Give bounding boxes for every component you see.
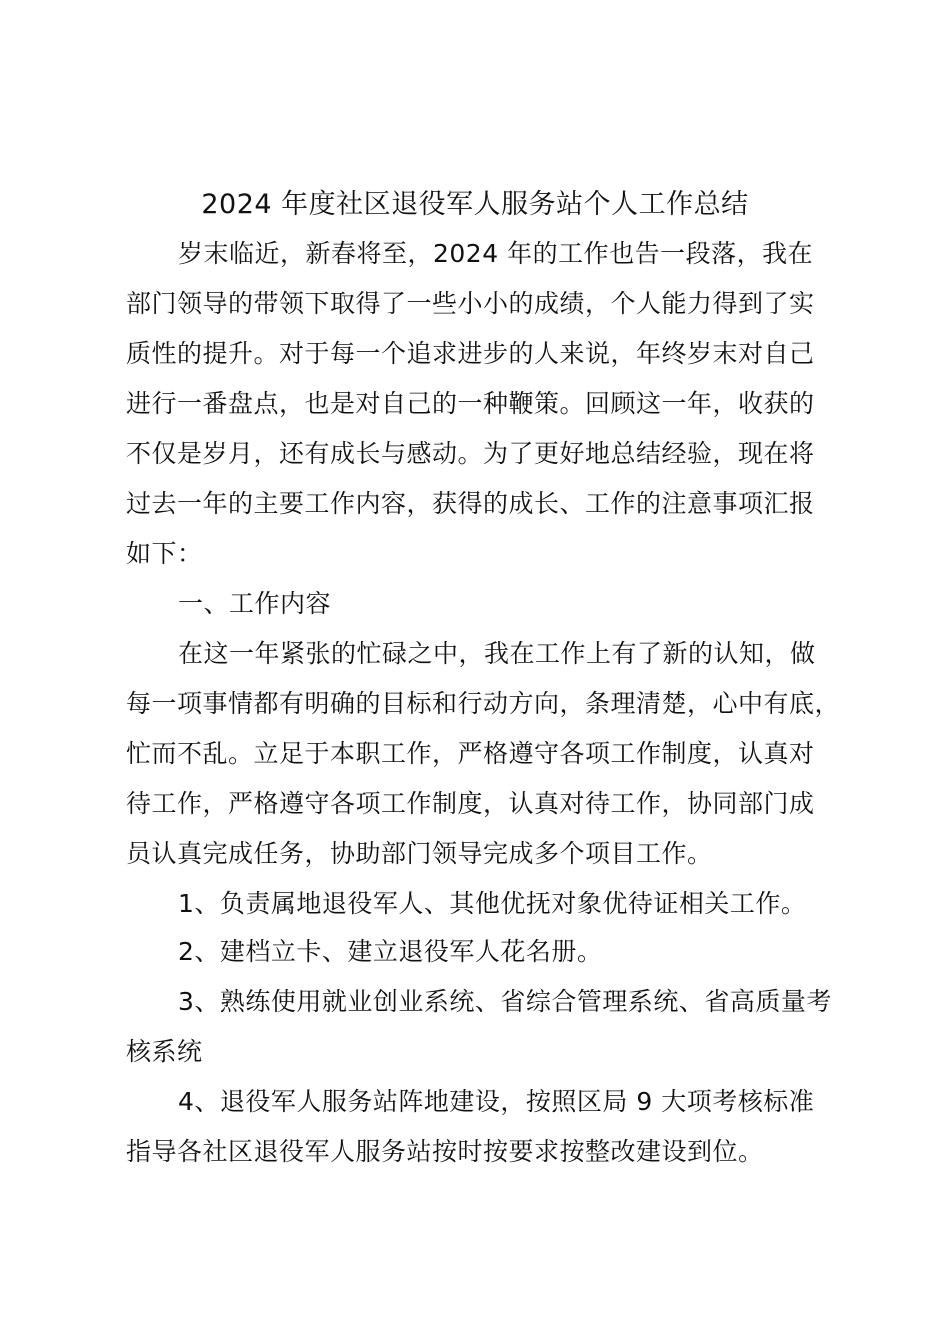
paragraph-line: 过去一年的主要工作内容，获得的成长、工作的注意事项汇报	[126, 489, 815, 518]
paragraph-line: 岁末临近，新春将至，2024 年的工作也告一段落，我在	[178, 239, 814, 268]
list-item: 4、退役军人服务站阵地建设，按照区局 9 大项考核标准	[178, 1087, 815, 1116]
list-item: 1、负责属地退役军人、其他优抚对象优待证相关工作。	[178, 889, 807, 918]
section-heading: 一、工作内容	[178, 589, 332, 618]
list-item: 2、建档立卡、建立退役军人花名册。	[178, 937, 603, 966]
paragraph-line: 不仅是岁月，还有成长与感动。为了更好地总结经验，现在将	[126, 439, 815, 468]
paragraph-line: 忙而不乱。立足于本职工作，严格遵守各项工作制度，认真对	[126, 739, 815, 768]
paragraph-line: 在这一年紧张的忙碌之中，我在工作上有了新的认知，做	[178, 639, 816, 668]
paragraph-line: 员认真完成任务，协助部门领导完成多个项目工作。	[126, 839, 713, 868]
document-title: 2024 年度社区退役军人服务站个人工作总结	[201, 189, 749, 220]
list-item: 3、熟练使用就业创业系统、省综合管理系统、省高质量考	[178, 987, 832, 1016]
list-item-continuation: 核系统	[126, 1037, 203, 1066]
paragraph-line: 部门领导的带领下取得了一些小小的成绩，个人能力得到了实	[126, 289, 815, 318]
list-item-continuation: 指导各社区退役军人服务站按时按要求按整改建设到位。	[126, 1137, 764, 1166]
paragraph-line: 如下：	[126, 539, 203, 568]
paragraph-line: 进行一番盘点，也是对自己的一种鞭策。回顾这一年，收获的	[126, 389, 815, 418]
paragraph-line: 待工作，严格遵守各项工作制度，认真对待工作，协同部门成	[126, 789, 815, 818]
paragraph-line: 质性的提升。对于每一个追求进步的人来说，年终岁末对自己	[126, 339, 815, 368]
paragraph-line: 每一项事情都有明确的目标和行动方向，条理清楚，心中有底，	[126, 689, 841, 718]
